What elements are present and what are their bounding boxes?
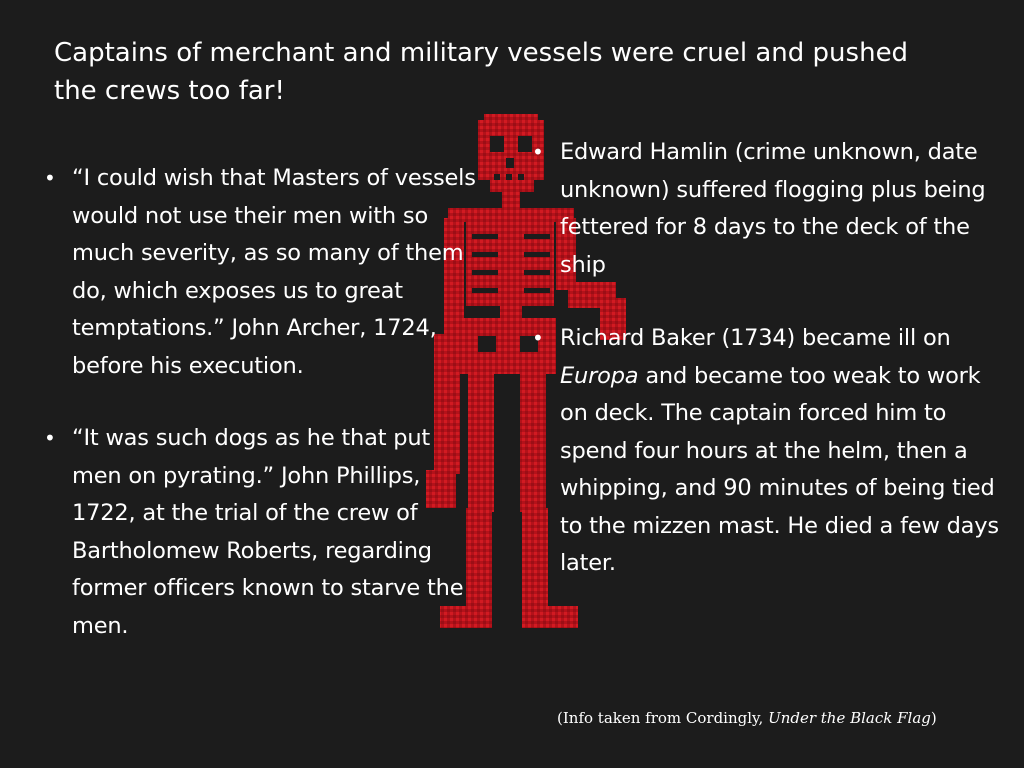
citation-prefix: (Info taken from Cordingly, (557, 709, 769, 727)
bullet-marker: • (44, 166, 56, 190)
citation-book-title: Under the Black Flag (768, 709, 931, 727)
bullet-text-baker (560, 325, 999, 576)
citation-suffix: ) (930, 709, 937, 727)
right-bullet-list (532, 134, 1002, 583)
ship-name-europa: Europa (560, 362, 639, 389)
bullet-text-phillips-quote: “It was such dogs as he that put men on pyrating.” John Phillips, 1722, at the trial of the crew of Bartholomew Roberts, regarding former officers known to starve the men. (72, 425, 464, 639)
slide-title: Captains of merchant and military vessels were cruel and pushed the crews too far! (54, 38, 909, 106)
list-item (44, 160, 476, 385)
bullet-text-hamlin: Edward Hamlin (crime unknown, date unknown) suffered flogging plus being fettered for 8 days to the deck of the ship (560, 139, 986, 278)
list-item (532, 134, 1002, 284)
left-bullet-list (44, 160, 476, 645)
bullet-marker: • (532, 140, 544, 164)
bullet-text-archer-quote: “I could wish that Masters of vessels would not use their men with so much severity, as so many of them do, which exposes us to great temptations.” John Archer, 1724, before his execution. (72, 165, 476, 379)
bullet-marker: • (44, 426, 56, 450)
source-citation (557, 708, 937, 728)
baker-text-end: and became too weak to work on deck. The captain forced him to spend four hours at the helm, then a whipping, and 90 minutes of being tied to the mizzen mast. He died a few days later. (560, 362, 999, 576)
list-item (44, 420, 476, 645)
bullet-marker: • (532, 326, 544, 350)
list-item (532, 320, 1002, 583)
baker-text-start: Richard Baker (1734) became ill on (560, 325, 951, 351)
